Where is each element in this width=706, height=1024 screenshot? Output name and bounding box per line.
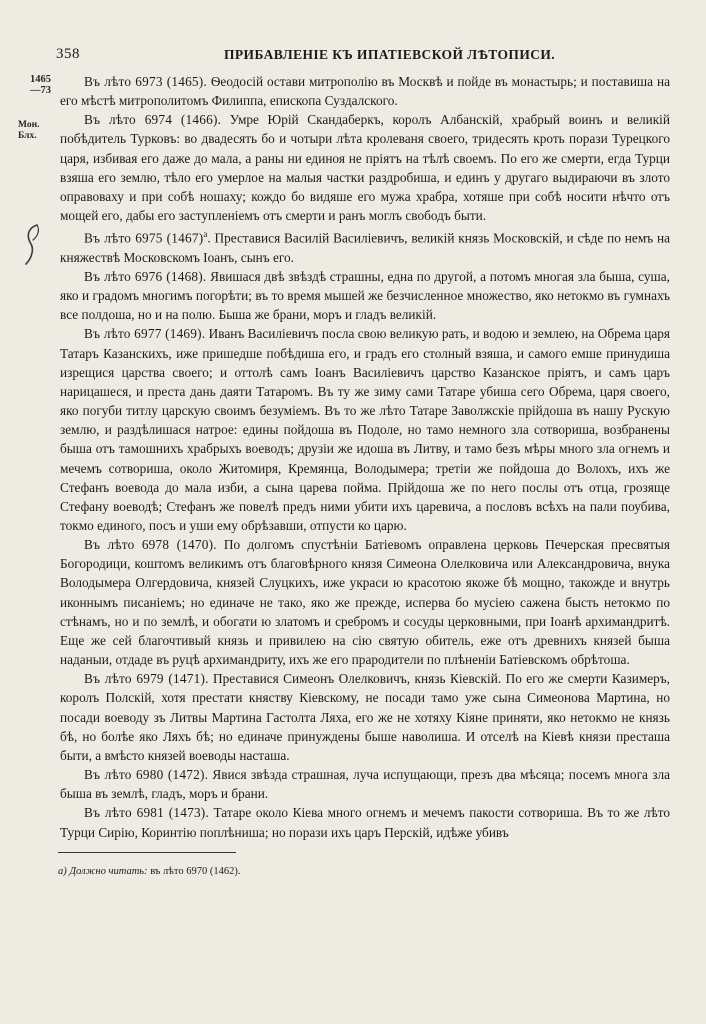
- footnote-reference[interactable]: а: [203, 229, 208, 240]
- entry-year-label: Въ лѣто 6979 (1471).: [84, 671, 209, 687]
- chronicle-body: [60, 72, 670, 842]
- entry-year-label: Въ лѣто 6975 (1467): [84, 230, 204, 246]
- entry-year-label: Въ лѣто 6973 (1465).: [84, 74, 207, 89]
- footnote-marker: а): [58, 866, 67, 877]
- entry-text: . Преставися Василій Василіевичъ, великій князь Московскій, и сѣде по немъ на княжествѣ Московскомъ Іоанъ, сынъ его.: [60, 230, 670, 265]
- page-header: [56, 46, 666, 66]
- entry-year-label: Въ лѣто 6977 (1469).: [84, 326, 206, 342]
- footnote: [58, 866, 240, 877]
- entry-text: Явися звѣзда страшная, луча испущающи, презъ два мѣсяца; посемъ многа зла быша въ землѣ, гладъ, моръ и брани.: [60, 767, 670, 802]
- entry-text: Татаре около Кіева много огнемъ и мечемъ пакости сотвориша. Въ то же лѣто Турци Сирію, Коринтію поплѣниша; но порази ихъ царъ Перскій, идѣже убивъ: [60, 805, 670, 840]
- chronicle-entry: [60, 324, 670, 535]
- running-title: ПРИБАВЛЕНІЕ КЪ ИПАТІЕВСКОЙ ЛѢТОПИСИ.: [224, 47, 556, 62]
- chronicle-entry: [60, 803, 670, 841]
- chronicle-entry: [60, 72, 670, 110]
- entry-text: Явишася двѣ звѣздѣ страшны, една по другой, а потомъ многая зла быша, суша, яко и градомъ многимъ погорѣти; въ то время мышей же безчисленное множество, яко нетокмо въ гумнахъ все полдоша, но и на полю. Быша же брани, моръ и гладъ великій.: [60, 268, 670, 323]
- entry-text: По долгомъ спустѣніи Батіевомъ оправлена церковь Печерская пресвятыя Богородици, коштомъ великимъ отъ благовѣрного князя Симеона Олелковича или Александровича, внука Володымера Олгердовича, князей Слуцкихъ, иже украси ю красотою якоже бѣ мощно, такожде и внутрь иконнымъ писаніемъ; но единаче не тако, яко же прежде, исперва бо мусіею сажена бысть нетокмо по стѣнамъ, но и по землѣ, и обогати ю златомъ и сребромъ и сосуды церковными, при Іоанѣ архимандритѣ. Еще же сей благочтивый князь и привилею на сію святую обитель, еже отъ древнихъ князей быша наданыи, отдаде въ руцѣ архимандриту, ихъ же его прародители по плѣненіи Батіевскомъ обрѣтоша.: [60, 537, 670, 668]
- entry-year-label: Въ лѣто 6976 (1468).: [84, 268, 207, 284]
- entry-year-label: Въ лѣто 6981 (1473).: [84, 805, 209, 821]
- margin-source-note: [18, 120, 39, 142]
- pencil-bracket-mark: [20, 222, 44, 268]
- footnote-divider: [58, 852, 236, 853]
- entry-text: Умре Юрій Скандаберкъ, королъ Албанскій, храбрый воинъ и великій побѣдитель Турковъ: во двадесять бо и чотыри лѣта кролеваня своего, тридесять кроть порази Турецкого царя, избивая его даже до мала, а раны ни единоя не пріятъ на тѣлѣ своемъ. По его же смерти, егда Турци взяша его землю, тѣло его умерлое на малыя частки раздробиша, и единъ у другаго выдираючи въ злото оправоваху и при собѣ ношаху; кождо бо видяше его мужа храбра, хотяше при собѣ носити нѣчто отъ мощей его, дабы его заступленіемъ отъ смерти и ранъ моглъ свободъ быти.: [60, 112, 670, 224]
- page-number: 358: [56, 46, 80, 62]
- chronicle-entry: [60, 267, 670, 324]
- chronicle-entry: [60, 535, 670, 669]
- entry-text: Иванъ Василіевичъ посла свою великую рать, и водою и землею, на Обрема царя Татаръ Казанскихъ, иже пришедше побѣдиша его, и градъ его столный взяша, и самого емше принудиша изрещися царства своего; и оттолѣ самъ Іоанъ Василіевичъ царство Казанское пріятъ, и самъ царъ нарицашеся, и преста дань даяти Татаромъ. Въ ту же зиму сами Татаре убиша сего Обрема, царя своего, яко погуби титлу царскую своимъ безуміемъ. Въ то же лѣто Татаре Заволжскіе прійдоша въ нашу Рускую землю, и раздѣлишася натрое: едины пойдоша въ Подоле, но тамо немного зла сотвориша, возбранены быша отъ тамошнихъ храбрыхъ воеводъ; друзіи же идоша въ Литву, и тамо безъ мѣры много зла огнемъ и мечемъ сотвориша, около Житомиря, Кремянца, Володымера; третіи же пойдоша до Волохъ, ихъ же Стефанъ воевода до мала изби, а сына царева пойма. Прійдоша же по него послы отъ отца, грозяще Стефану воеводѣ; Стефанъ же повелѣ предъ ними убити ихъ царевича, а пословъ всѣхъ на пали поубива, токмо единого, посъ и уши ему обрѣзавши, отпусти ко царю.: [60, 326, 670, 534]
- entry-text: Преставися Симеонъ Олелковичъ, князь Кіевскій. По его же смерти Казимеръ, королъ Полскій, хотя престати княству Кіевскому, не посади тамо уже сына Симеонова Мартина, но посади воеводу зъ Литвы Мартина Гастолта Ляха, его же не хотяху Кіяне приняти, яко нетокмо не князь бѣ, но болѣе яко Ляхъ бѣ; но единаче принуждены быше наволиша. И отселѣ на Кіевѣ князи престаша быти, а вмѣсто князей воеводы насташа.: [60, 671, 670, 763]
- chronicle-entry: [60, 110, 670, 225]
- margin-source-text: Мон. Блх.: [18, 120, 40, 141]
- chronicle-entry: [60, 669, 670, 765]
- margin-years-text: 1465 —73: [30, 74, 51, 96]
- entry-year-label: Въ лѣто 6978 (1470).: [84, 537, 217, 553]
- footnote-text: въ лѣто 6970 (1462).: [147, 866, 241, 877]
- chronicle-entry: [60, 225, 670, 267]
- entry-text: Ѳеодосій остави митрополію въ Москвѣ и пойде въ монастырь; и поставиша на его мѣстѣ митрополитомъ Филиппа, епископа Суздалского.: [60, 74, 670, 109]
- margin-years-note: [30, 74, 51, 96]
- entry-year-label: Въ лѣто 6974 (1466).: [84, 112, 222, 128]
- footnote-label: Должно читать:: [69, 866, 148, 877]
- entry-year-label: Въ лѣто 6980 (1472).: [84, 767, 209, 783]
- chronicle-entry: [60, 765, 670, 803]
